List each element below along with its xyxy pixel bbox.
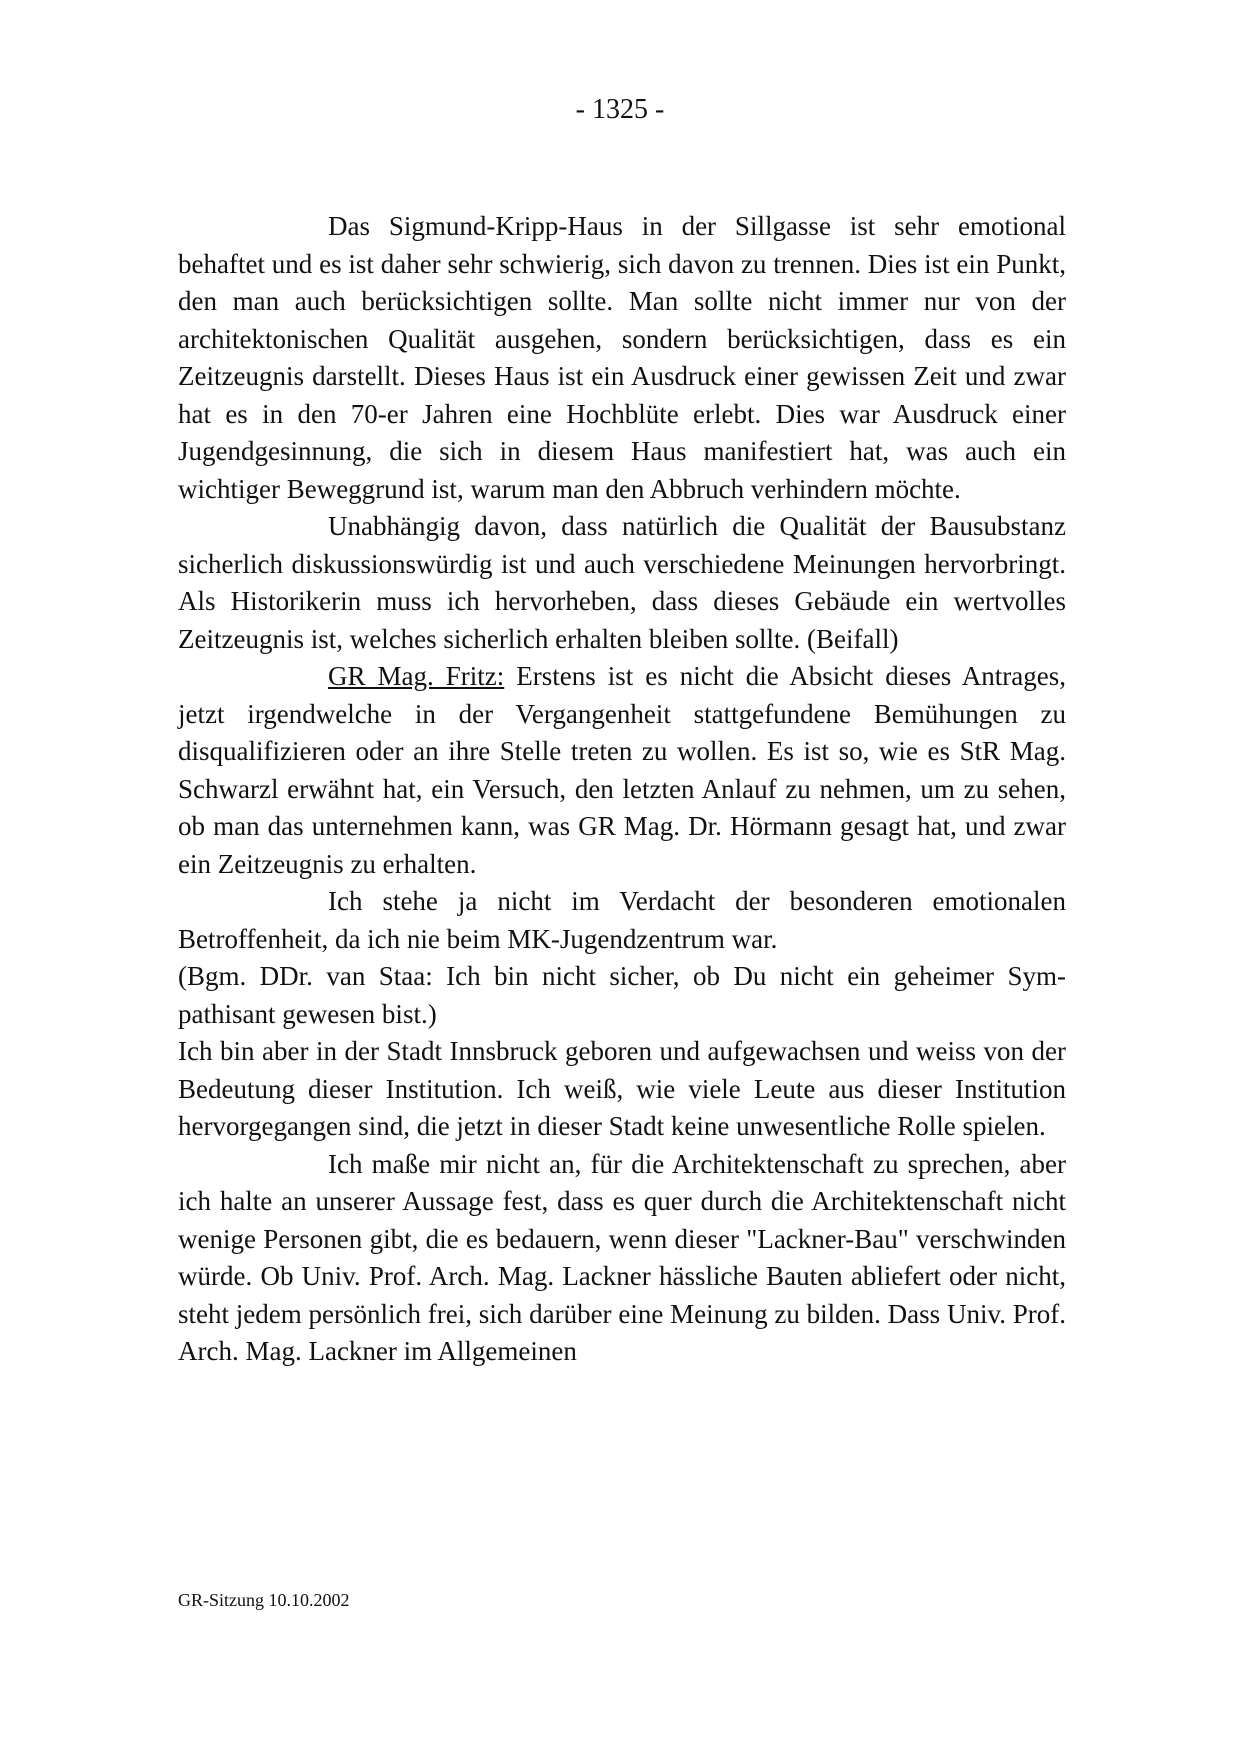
footer: GR-Sitzung 10.10.2002 [178,1590,350,1610]
paragraph-2: Unabhängig davon, dass natürlich die Qualität der Bausubstanz sicherlich diskussionswürdig ist und auch verschiedene Meinungen hervorbringt. Als Historikerin muss ich hervorheben, dass dieses Gebäude ein wertvolles Zeitzeugnis ist, welches sicherlich erhalten bleiben sollte. (Beifall) [178,511,1066,654]
paragraph-4: Ich stehe ja nicht im Verdacht der besonderen emotionalen Betroffenheit, da ich nie beim MK-Jugendzentrum war. [178,886,1066,954]
paragraph-6: Ich bin aber in der Stadt Innsbruck geboren und aufgewachsen und weiss von der Bedeutung dieser Institution. Ich weiß, wie viele Leute aus dieser Institution hervorgegangen sind, die jetzt in dieser Stadt keine unwesentliche Rolle spielen. [178,1036,1066,1141]
page-number: - 1325 - [575,94,665,125]
document-body [178,208,1066,1371]
paragraph-1: Das Sigmund-Kripp-Haus in der Sillgasse ist sehr emotional behaftet und es ist daher sehr schwierig, sich davon zu trennen. Dies ist ein Punkt, den man auch berücksichtigen sollte. Man sollte nicht immer nur von der architektonischen Qualität ausgehen, sondern berücksichtigen, dass es ein Zeitzeugnis darstellt. Dieses Haus ist ein Ausdruck einer gewissen Zeit und zwar hat es in den 70-er Jahren eine Hochblüte erlebt. Dies war Ausdruck einer Jugendgesinnung, die sich in diesem Haus manifestiert hat, was auch ein wichtiger Beweggrund ist, warum man den Abbruch verhindern möchte. [178,211,1066,504]
paragraph-3 [178,658,1066,883]
paragraph-7: Ich maße mir nicht an, für die Architektenschaft zu sprechen, aber ich halte an unserer Aussage fest, dass es quer durch die Architektenschaft nicht wenige Personen gibt, die es bedauern, wenn dieser "Lackner-Bau" verschwinden würde. Ob Univ. Prof. Arch. Mag. Lackner hässliche Bauten abliefert oder nicht, steht jedem persönlich frei, sich darüber eine Meinung zu bilden. Dass Univ. Prof. Arch. Mag. Lackner im Allgemeinen [178,1148,1066,1366]
interjection: (Bgm. DDr. van Staa: Ich bin nicht sicher, ob Du nicht ein geheimer Sympathisant gewesen bist.) [178,961,1066,1029]
speaker-name: GR Mag. Fritz: [328,661,505,691]
paragraph-3-text: Erstens ist es nicht die Absicht dieses Antrages, jetzt irgendwelche in der Vergangenheit stattgefundene Bemühungen zu disqualifizieren oder an ihre Stelle treten zu wollen. Es ist so, wie es StR Mag. Schwarzl erwähnt hat, ein Versuch, den letzten Anlauf zu nehmen, um zu sehen, ob man das unternehmen kann, was GR Mag. Dr. Hörmann gesagt hat, und zwar ein Zeitzeugnis zu erhalten. [178,661,1066,879]
